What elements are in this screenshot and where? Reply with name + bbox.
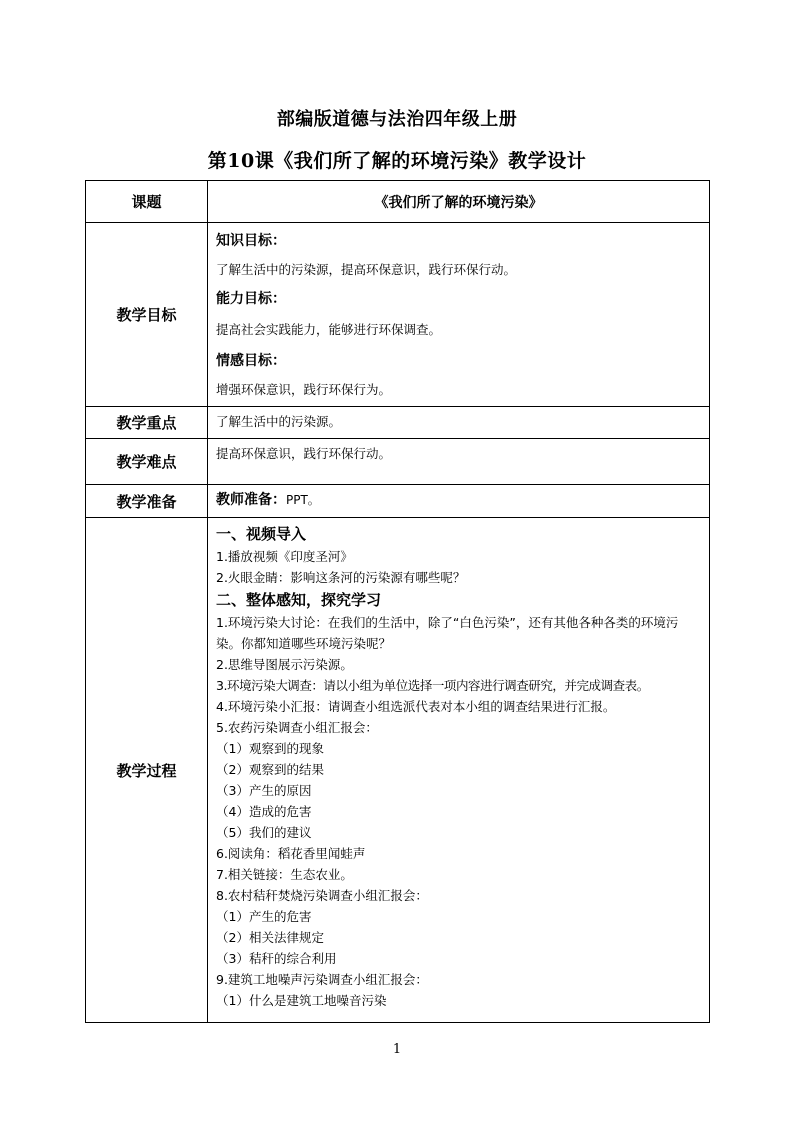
- list-item: 5.农药污染调查小组汇报会：: [216, 720, 378, 735]
- list-item: 1.播放视频《印度圣河》: [216, 549, 353, 564]
- list-item: （3）秸秆的综合利用: [216, 951, 337, 966]
- list-item: （1）观察到的现象: [216, 741, 324, 756]
- topic-value: 《我们所了解的环境污染》: [208, 181, 710, 223]
- section-video-intro-title: 一、视频导入: [216, 525, 307, 543]
- section-explore-title: 二、整体感知，探究学习: [216, 591, 382, 609]
- list-item: （3）产生的原因: [216, 783, 312, 798]
- lesson-plan-table: [85, 180, 710, 1023]
- page-number: 1: [392, 1042, 402, 1057]
- topic-label: 课题: [86, 181, 208, 223]
- difficulty-label: 教学难点: [86, 439, 208, 485]
- key-point-text: [208, 407, 710, 439]
- goals-cell: [208, 223, 710, 407]
- goals-label: 教学目标: [86, 223, 208, 407]
- table-row-goals: [86, 223, 710, 407]
- list-item: （1）产生的危害: [216, 909, 312, 924]
- table-row-difficulty: [86, 439, 710, 485]
- list-item: 1.环境污染大讨论：在我们的生活中，除了“白色污染”，还有其他各种各类的环境污染。你都知道哪些环境污染呢？: [216, 615, 679, 651]
- list-item: （4）造成的危害: [216, 804, 312, 819]
- table-row-topic: [86, 181, 710, 223]
- list-item: 9.建筑工地噪声污染调查小组汇报会：: [216, 972, 428, 987]
- preparation-value: PPT。: [286, 493, 320, 507]
- list-item: （1）什么是建筑工地噪音污染: [216, 993, 387, 1008]
- list-item: （2）相关法律规定: [216, 930, 324, 945]
- ability-goal-title: 能力目标：: [216, 291, 286, 307]
- difficulty-text: [208, 439, 710, 485]
- lesson-title: 第10课《我们所了解的环境污染》教学设计: [207, 150, 587, 172]
- difficulty-value: 提高环保意识，践行环保行动。: [216, 446, 392, 461]
- preparation-cell: [208, 485, 710, 518]
- list-item: （2）观察到的结果: [216, 762, 324, 777]
- knowledge-goal-text: 了解生活中的污染源，提高环保意识，践行环保行动。: [216, 262, 517, 277]
- key-point-value: 了解生活中的污染源。: [216, 414, 342, 429]
- ability-goal-text: 提高社会实践能力，能够进行环保调查。: [216, 322, 442, 337]
- key-point-label: 教学重点: [86, 407, 208, 439]
- knowledge-goal-title: 知识目标：: [216, 233, 286, 249]
- table-row-key-point: [86, 407, 710, 439]
- list-item: （5）我们的建议: [216, 825, 312, 840]
- list-item: 2.思维导图展示污染源。: [216, 657, 353, 672]
- document-title: 部编版道德与法治四年级上册: [276, 109, 518, 130]
- table-row-process: [86, 518, 710, 1023]
- emotion-goal-text: 增强环保意识，践行环保行为。: [216, 382, 392, 397]
- list-item: 2.火眼金睛：影响这条河的污染源有哪些呢？: [216, 570, 466, 585]
- emotion-goal-title: 情感目标：: [216, 353, 286, 369]
- list-item: 3.环境污染大调查：请以小组为单位选择一项内容进行调查研究，并完成调查表。: [216, 678, 649, 693]
- list-item: 6.阅读角：稻花香里闻蛙声: [216, 846, 366, 861]
- list-item: 4.环境污染小汇报：请调查小组选派代表对本小组的调查结果进行汇报。: [216, 699, 616, 714]
- process-cell: [208, 518, 710, 1023]
- preparation-label: 教学准备: [86, 485, 208, 518]
- list-item: 7.相关链接：生态农业。: [216, 867, 353, 882]
- process-label: 教学过程: [86, 518, 208, 1023]
- table-row-preparation: [86, 485, 710, 518]
- list-item: 8.农村秸秆焚烧污染调查小组汇报会：: [216, 888, 428, 903]
- preparation-title: 教师准备：: [216, 492, 286, 508]
